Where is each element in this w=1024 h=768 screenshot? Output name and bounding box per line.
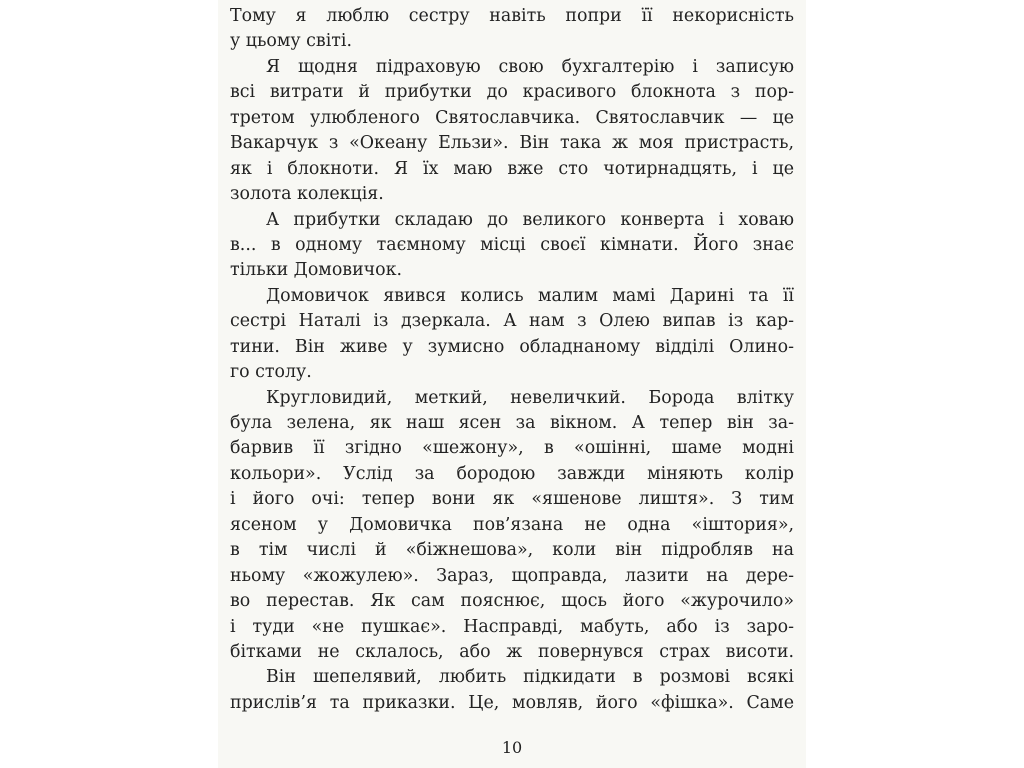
text-line: Я щодня підраховую свою бухгалтерію і записую	[266, 56, 794, 77]
body-text	[230, 4, 794, 716]
text-line: тільки Домовичок.	[230, 260, 403, 281]
page-number: 10	[501, 738, 523, 757]
text-line: всі витрати й прибутки до красивого блокнота з пор-	[230, 82, 794, 103]
text-line: і туди «не пушкає». Насправді, мабуть, або із зaро-	[230, 616, 794, 637]
text-line: третом улюбленого Святославчика. Святославчик — це	[230, 107, 794, 128]
text-line: во перестав. Як сам пояснює, щось його «журочило»	[230, 591, 794, 612]
text-line: Домовичок явився колись малим мамі Дарині та її	[266, 285, 794, 306]
paragraph	[230, 386, 794, 666]
text-line: прислів’я та приказки. Це, мовляв, його «фішка». Саме	[230, 692, 794, 713]
text-line: ньому «жожулею». Зараз, щоправда, лазити на дере-	[230, 565, 794, 586]
text-line: у цьому світі.	[230, 31, 352, 52]
text-line: в... в одному таємному місці своєї кімнати. Його знає	[230, 234, 794, 255]
text-line: Вакарчук з «Океану Ельзи». Він така ж моя пристрасть,	[230, 133, 794, 154]
paragraph	[230, 208, 794, 284]
text-line: Тому я люблю сестру навіть попри її некорисність	[230, 6, 794, 26]
paragraph	[230, 4, 794, 55]
paragraph	[230, 55, 794, 208]
text-line: бітками не склалось, або ж повернувся страх висоти.	[230, 641, 794, 662]
paragraph	[230, 284, 794, 386]
text-line: ясеном у Домовичка пов’язана не одна «іштория»,	[230, 514, 794, 535]
text-line: в тім числі й «біжнешова», коли він підробляв на	[230, 540, 794, 561]
text-line: золота колекція.	[230, 184, 384, 205]
text-line: барвив її згідно «шежону», в «ошінні, шаме модні	[230, 438, 794, 459]
text-line: сестрі Наталі із дзеркала. А нам з Олею випав із кар-	[230, 311, 794, 332]
text-line: як і блокноти. Я їх маю вже сто чотирнадцять, і це	[230, 158, 794, 179]
paragraph	[230, 665, 794, 716]
text-line: кольори». Услід за бородою завжди міняють колір	[230, 463, 794, 484]
text-line: Кругловидий, меткий, невеличкий. Борода влітку	[266, 387, 794, 408]
text-line: була зелена, як наш ясен за вікном. А тепер він за-	[230, 413, 794, 433]
book-page	[218, 0, 806, 768]
text-line: і його очі: тепер вони як «яшенове лиштя». З тим	[230, 489, 794, 510]
text-line: тини. Він живе у зумисно обладнаному відділі Олино-	[230, 336, 794, 357]
text-line: го столу.	[230, 362, 312, 383]
text-line: Він шепелявий, любить підкидати в розмові всякі	[266, 667, 794, 688]
text-line: А прибутки складаю до великого конверта і ховаю	[266, 209, 794, 230]
